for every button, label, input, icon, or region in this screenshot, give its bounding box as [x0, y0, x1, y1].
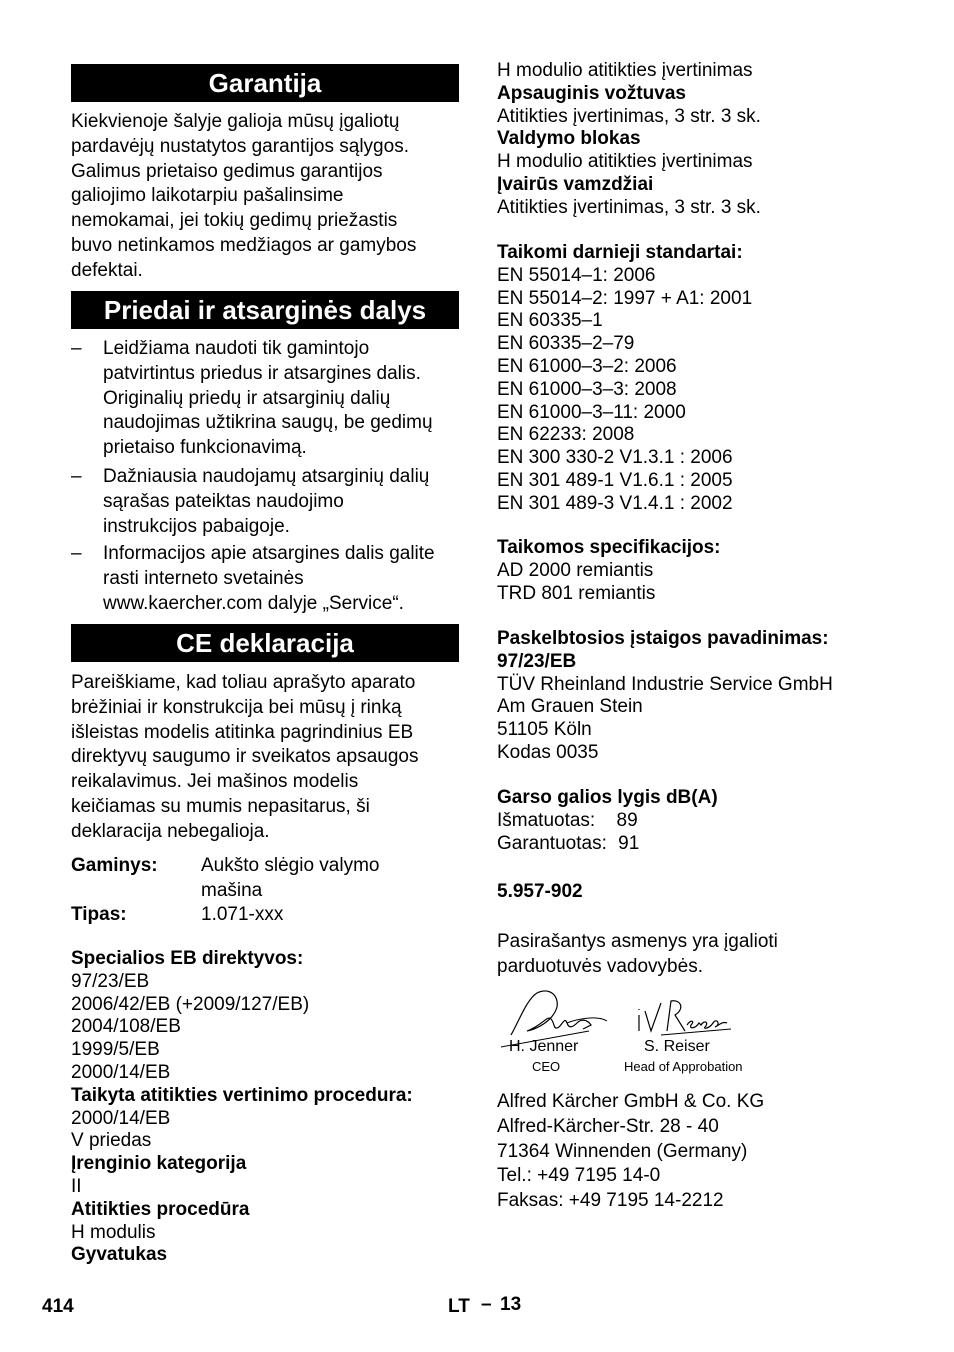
- text-line: Dažniausia naudojamų atsarginių dalių: [103, 466, 430, 487]
- standards-list: [497, 242, 752, 516]
- text-line: 1999/5/EB: [71, 1039, 160, 1061]
- bold-heading-line: Apsauginis vožtuvas: [497, 82, 686, 104]
- signature-reiser: [635, 995, 735, 1040]
- text-line: keičiamas su mumis nepasitarus, ši: [71, 795, 370, 817]
- text-line: EN 55014–2: 1997 + A1: 2001: [497, 287, 753, 309]
- signer2-title: Head of Approbation: [624, 1059, 743, 1074]
- section-heading-priedai: Priedai ir atsarginės dalys: [71, 291, 459, 329]
- text-line: EN 61000–3–2: 2006: [497, 355, 677, 377]
- text-line: EN 60335–2–79: [497, 333, 635, 355]
- signer1-title: CEO: [532, 1059, 561, 1074]
- bullet-dash: –: [71, 543, 82, 564]
- text-line: 2000/14/EB: [71, 1061, 171, 1083]
- guaranteed-value: 91: [618, 832, 640, 854]
- text-line: instrukcijos pabaigoje.: [103, 515, 290, 537]
- part-number: 5.957-902: [497, 881, 583, 902]
- address-line: Alfred Kärcher GmbH & Co. KG: [497, 1091, 765, 1112]
- text-line: H modulio atitikties įvertinimas: [497, 151, 753, 173]
- text-line: Kiekvienoje šalyje galioja mūsų įgaliotų: [71, 111, 400, 132]
- text-line: EN 301 489-1 V1.6.1 : 2005: [497, 469, 733, 491]
- sound-heading: Garso galios lygis dB(A): [497, 787, 718, 808]
- footer-dash: –: [481, 1294, 492, 1315]
- text-line: II: [71, 1175, 82, 1197]
- text-line: išleistas modelis atitinka pagrindinius EB: [71, 721, 414, 743]
- footer-language: LT: [448, 1296, 470, 1317]
- text-line: sąrašas pateiktas naudojimo: [103, 490, 344, 512]
- text-line: parduotuvės vadovybės.: [497, 955, 703, 977]
- bold-heading-line: Gyvatukas: [71, 1244, 168, 1266]
- text-line: 97/23/EB: [71, 970, 150, 992]
- text-line: EN 61000–3–3: 2008: [497, 378, 677, 400]
- text-line: TÜV Rheinland Industrie Service GmbH: [497, 673, 833, 695]
- address-line: Alfred-Kärcher-Str. 28 - 40: [497, 1115, 719, 1137]
- text-line: galiojimo laikotarpiu pašalinsime: [71, 185, 344, 207]
- address-line: Faksas: +49 7195 14-2212: [497, 1190, 724, 1212]
- bold-heading-line: Atitikties procedūra: [71, 1198, 250, 1220]
- product-info: [71, 854, 459, 929]
- text-line: 51105 Köln: [497, 719, 592, 741]
- text-line: brėžiniai ir konstrukcija bei mūsų į rinką: [71, 696, 402, 718]
- text-line: Atitikties įvertinimas, 3 str. 3 sk.: [497, 196, 761, 218]
- text-line: patvirtintus priedus ir atsargines dalis.: [103, 362, 421, 384]
- text-line: EN 61000–3–11: 2000: [497, 401, 686, 423]
- text-line: EN 301 489-3 V1.4.1 : 2002: [497, 492, 733, 514]
- text-line: Pareiškiame, kad toliau aprašyto aparato: [71, 672, 416, 693]
- signers-paragraph: [497, 930, 897, 980]
- text-line: EN 55014–1: 2006: [497, 264, 656, 286]
- page-number: 414: [42, 1296, 74, 1317]
- text-line: Informacijos apie atsargines dalis galite: [103, 543, 435, 564]
- text-line: Aukšto slėgio valymo: [201, 855, 380, 876]
- text-line: EN 60335–1: [497, 310, 603, 332]
- text-line: deklaracija nebegalioja.: [71, 820, 270, 842]
- text-line: H modulio atitikties įvertinimas: [497, 60, 753, 81]
- text-line: EN 300 330-2 V1.3.1 : 2006: [497, 447, 733, 469]
- text-line: naudojimas užtikrina saugų, be gedimų: [103, 412, 433, 434]
- text-line: EN 62233: 2008: [497, 424, 635, 446]
- text-line: Am Grauen Stein: [497, 696, 643, 718]
- company-address: [497, 1090, 897, 1214]
- bold-heading-line: Taikomos specifikacijos:: [497, 537, 721, 558]
- text-line: H modulis: [71, 1221, 156, 1243]
- measured-value: 89: [616, 809, 638, 831]
- text-line: buvo netinkamos medžiagos ar gamybos: [71, 234, 417, 256]
- bold-heading-line: Valdymo blokas: [497, 128, 641, 150]
- text-line: prietaiso funkcionavimą.: [103, 437, 307, 459]
- text-line: mašina: [201, 879, 263, 901]
- bold-heading-line: Įvairūs vamzdžiai: [497, 173, 654, 195]
- signer1-name: H. Jenner: [509, 1038, 579, 1055]
- bullet-item: [71, 337, 459, 461]
- address-line: 71364 Winnenden (Germany): [497, 1140, 748, 1162]
- product-label: Gaminys:: [71, 855, 158, 876]
- guaranteed-label: Garantuotas:: [497, 832, 607, 854]
- text-line: Originalių priedų ir atsarginių dalių: [103, 387, 391, 409]
- bold-heading-line: Specialios EB direktyvos:: [71, 948, 304, 969]
- directives-list: [71, 948, 459, 1267]
- text-line: V priedas: [71, 1130, 152, 1152]
- text-line: 2004/108/EB: [71, 1016, 181, 1038]
- notified-body: [497, 628, 833, 765]
- text-line: Kodas 0035: [497, 741, 599, 763]
- sound-guaranteed: [497, 833, 718, 856]
- ce-paragraph: [71, 671, 459, 845]
- text-line: defektai.: [71, 259, 143, 281]
- signer2-name: S. Reiser: [644, 1038, 710, 1055]
- text-line: 2000/14/EB: [71, 1107, 171, 1129]
- text-line: Galimus prietaiso gedimus garantijos: [71, 160, 383, 182]
- text-line: Pasirašantys asmenys yra įgalioti: [497, 931, 778, 952]
- bold-heading-line: Įrenginio kategorija: [71, 1153, 247, 1175]
- bold-heading-line: Taikomi darnieji standartai:: [497, 242, 743, 263]
- footer-section-page: 13: [500, 1294, 522, 1315]
- text-line: direktyvų saugumo ir sveikatos apsaugos: [71, 746, 419, 768]
- text-line: Leidžiama naudoti tik gamintojo: [103, 338, 370, 359]
- section-heading-ce: CE deklaracija: [71, 624, 459, 662]
- section-heading-garantija: Garantija: [71, 64, 459, 102]
- product-value: [201, 854, 441, 904]
- text-line: TRD 801 remiantis: [497, 582, 656, 604]
- text-line: reikalavimus. Jei mašinos modelis: [71, 771, 359, 793]
- bullet-dash: –: [71, 338, 82, 359]
- text-line: AD 2000 remiantis: [497, 559, 654, 581]
- text-line: www.kaercher.com dalyje „Service“.: [103, 592, 404, 614]
- text-line: pardavėjų nustatytos garantijos sąlygos.: [71, 135, 409, 157]
- type-label: Tipas:: [71, 904, 127, 925]
- text-line: nemokamai, jei tokių gedimų priežastis: [71, 210, 398, 232]
- bold-heading-line: Taikyta atitikties vertinimo procedura:: [71, 1084, 413, 1106]
- text-line: 2006/42/EB (+2009/127/EB): [71, 993, 310, 1015]
- bullet-item: [71, 465, 459, 539]
- bold-heading-line: 97/23/EB: [497, 650, 577, 672]
- bullet-item: [71, 542, 459, 616]
- text-line: rasti interneto svetainės: [103, 567, 304, 589]
- text-line: Atitikties įvertinimas, 3 str. 3 sk.: [497, 105, 761, 127]
- bold-heading-line: Paskelbtosios įstaigos pavadinimas:: [497, 628, 829, 649]
- specifications-list: [497, 537, 721, 605]
- sound-measured: [497, 810, 718, 833]
- garantija-paragraph: [71, 110, 459, 284]
- bullet-dash: –: [71, 466, 82, 487]
- address-line: Tel.: +49 7195 14-0: [497, 1165, 661, 1187]
- type-value: 1.071-xxx: [201, 904, 284, 925]
- sound-level: [497, 787, 718, 855]
- pressure-equipment-list: [497, 60, 761, 220]
- measured-label: Išmatuotas:: [497, 809, 596, 831]
